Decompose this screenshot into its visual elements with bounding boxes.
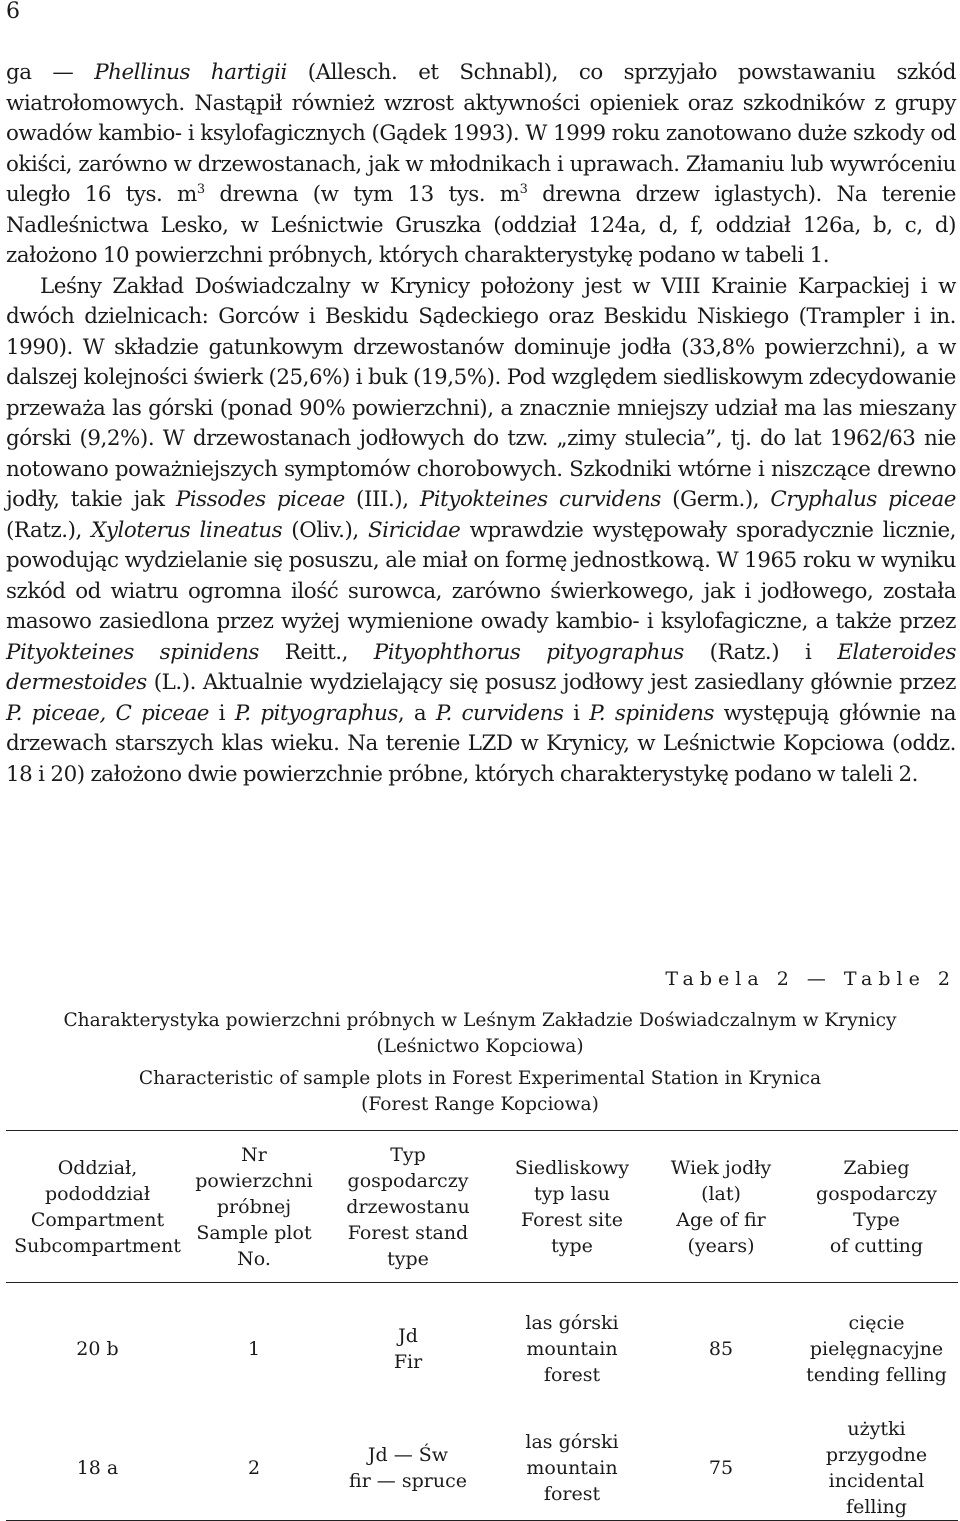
cell-line: Forest site <box>520 1208 624 1231</box>
cell-line: felling <box>846 1495 907 1518</box>
text-run: (Ratz.), <box>6 517 92 543</box>
cell-stand-type <box>319 1283 497 1416</box>
body-text <box>6 58 956 790</box>
cell-line: cięcie <box>848 1312 905 1335</box>
cell-line: powierzchni <box>195 1169 313 1192</box>
italic-text: Pissodes piceae <box>175 487 345 512</box>
text-run: drewna (w tym 13 tys. m <box>204 182 520 207</box>
italic-text: Pityokteines spinidens <box>6 639 259 665</box>
cell-line: Jd <box>398 1325 418 1348</box>
caption-en-line-1: Characteristic of sample plots in Forest Experimental Station in Krynica <box>138 1068 822 1089</box>
table-caption-polish <box>0 1008 960 1060</box>
cell-line: próbnej <box>216 1195 292 1218</box>
table-label: Tabela 2 — Table 2 <box>665 968 956 990</box>
cell-line: 1 <box>247 1338 261 1361</box>
text-run: (III.), <box>344 487 420 512</box>
cell-line: Oddział, <box>57 1156 138 1179</box>
text-run: Leśny Zakład Doświadczalny w Krynicy położony jest w VIII Krainie Karpackiej i w dwóch dzielnicach: Gorców i Beskidu Sądeckiego oraz Beskidu Niskiego (Trampler i in. 1990). W składzie gatunkowym drzewostanów dominuje jodła (33,8% powierzchni), a w dalszej kolejności świerk (25,6%) i buk (19,5%). Pod względem siedliskowym zdecydowanie przeważa las górski (ponad 90% powierzchni), a znacznie mniejszy udział ma las mieszany górski (9,2%). W drzewostanach jodłowych do tzw. „zimy stulecia”, tj. do lat 1962/63 nie notowano poważniejszych symptomów chorobowych. Szkodniki wtórne i niszczące drewno jodły, takie jak <box>6 273 956 512</box>
cell-plot-number <box>189 1416 319 1521</box>
cell-line: pododdział <box>44 1182 151 1205</box>
italic-text: P. piceae, C piceae <box>6 700 209 726</box>
cell-line: Nr <box>241 1143 267 1166</box>
cell-line: forest <box>543 1364 601 1387</box>
text-run: drewna drzew iglastych). Na terenie Nadleśnictwa Lesko, w Leśnictwie Gruszka (oddział 124a, d, f, oddział 126a, b, c, d) założono 10 powierzchni próbnych, których charakterystykę podano w tabeli 1. <box>6 182 956 268</box>
paragraph-1 <box>6 58 956 272</box>
paragraph-2 <box>6 272 956 791</box>
header-site-type <box>497 1131 647 1283</box>
cell-site-type <box>497 1416 647 1521</box>
caption-pl-line-2: (Leśnictwo Kopciowa) <box>376 1036 584 1057</box>
table-row <box>6 1283 958 1416</box>
text-run: występują głównie na drzewach starszych klas wieku. Na terenie LZD w Krynicy, w Leśnictwie Kopciowa (oddz. 18 i 20) założono dwie powierzchnie próbne, których charakterystykę podano w taleli 2. <box>6 700 956 787</box>
cell-line: drzewostanu <box>346 1195 470 1218</box>
cell-line: mountain <box>526 1338 618 1361</box>
cell-line: (years) <box>687 1234 755 1257</box>
superscript: 3 <box>196 182 205 197</box>
header-fir-age <box>647 1131 795 1283</box>
cell-line: użytki <box>847 1417 906 1440</box>
cell-line: 2 <box>247 1456 261 1479</box>
cell-compartment <box>6 1416 189 1521</box>
cell-line: No. <box>237 1247 271 1270</box>
superscript: 3 <box>519 182 528 197</box>
cell-fir-age <box>647 1283 795 1416</box>
text-run: (Germ.), <box>660 487 771 512</box>
cell-line: Compartment <box>30 1208 165 1231</box>
cell-line: Subcompartment <box>14 1234 181 1257</box>
cell-line: Type <box>853 1208 900 1231</box>
cell-site-type <box>497 1283 647 1416</box>
caption-pl-line-1: Charakterystyka powierzchni próbnych w Leśnym Zakładzie Doświadczalnym w Krynicy <box>63 1010 897 1031</box>
cell-line: Forest stand <box>347 1221 469 1244</box>
italic-text: Pityophthorus pityographus <box>373 639 684 665</box>
text-run: ga — <box>6 60 95 85</box>
cell-fir-age <box>647 1416 795 1521</box>
text-run: (Ratz.) i <box>683 639 838 665</box>
cell-line: 75 <box>708 1456 734 1479</box>
cell-line: type <box>551 1234 593 1257</box>
cell-cutting-type <box>795 1416 958 1521</box>
italic-text: P. spinidens <box>589 700 715 726</box>
header-stand-type <box>319 1131 497 1283</box>
cell-line: 85 <box>708 1338 734 1361</box>
sample-plots-table <box>6 1130 958 1521</box>
cell-line: mountain <box>526 1456 618 1479</box>
cell-line: Sample plot <box>196 1221 312 1244</box>
cell-line: (lat) <box>701 1182 741 1205</box>
text-run: i <box>563 700 590 726</box>
text-run: wprawdzie występowały sporadycznie licznie, powodując wydzielanie się posuszu, ale miał on formę jednostkową. W 1965 roku w wyniku szkód od wiatru ogromna ilość surowca, zarówno świerkowego, jak i jodłowego, została masowo zasiedlona przez wyżej wymienione owady kambio- i ksylofagiczne, a także przez <box>6 517 957 634</box>
cell-line: pielęgnacyjne <box>809 1338 944 1361</box>
table-row <box>6 1416 958 1521</box>
text-run: , a <box>397 700 436 726</box>
cell-line: Wiek jodły <box>670 1156 772 1179</box>
cell-line: las górski <box>525 1430 619 1453</box>
text-run: (Allesch. et Schnabl), co sprzyjało powstawaniu szkód wiatrołomowych. Nastąpił również wzrost aktywności opieniek oraz szkodników z grupy owadów kambio- i ksylofagicznych (Gądek 1993). W 1999 roku zanotowano duże szkody od okiści, zarówno w drzewostanach, jak w młodnikach i uprawach. Złamaniu lub wywróceniu uległo 16 tys. m <box>6 60 956 207</box>
page-number: 6 <box>6 0 20 24</box>
italic-text: Xyloterus lineatus <box>91 517 283 543</box>
cell-line: Typ <box>390 1143 426 1166</box>
table-header-row <box>6 1131 958 1283</box>
cell-plot-number <box>189 1283 319 1416</box>
table-caption-english <box>0 1066 960 1118</box>
cell-line: of cutting <box>829 1234 924 1257</box>
cell-line: 18 a <box>76 1456 119 1479</box>
text-run: i <box>208 700 235 726</box>
text-run: (L.). Aktualnie wydzielający się posusz jodłowy jest zasiedlany głównie przez <box>146 670 956 695</box>
italic-text: Elateroides dermestoides <box>6 639 956 695</box>
italic-text: Cryphalus piceae <box>770 487 956 512</box>
cell-line: incidental <box>828 1469 925 1492</box>
cell-line: Siedliskowy <box>514 1156 630 1179</box>
cell-line: typ lasu <box>534 1182 610 1205</box>
text-run: Reitt., <box>258 639 374 665</box>
header-cutting-type <box>795 1131 958 1283</box>
text-run: (Oliv.), <box>282 517 368 543</box>
cell-line: Jd — Św <box>367 1443 449 1466</box>
italic-text: Pityokteines curvidens <box>419 487 661 512</box>
cell-cutting-type <box>795 1283 958 1416</box>
italic-text: P. curvidens <box>435 700 564 726</box>
caption-en-line-2: (Forest Range Kopciowa) <box>361 1094 599 1115</box>
cell-line: Fir <box>393 1351 423 1374</box>
cell-line: gospodarczy <box>816 1182 937 1205</box>
cell-compartment <box>6 1283 189 1416</box>
cell-line: gospodarczy <box>347 1169 469 1192</box>
cell-line: Age of fir <box>676 1208 766 1231</box>
cell-line: forest <box>543 1482 601 1505</box>
header-compartment <box>6 1131 189 1283</box>
cell-line: las górski <box>525 1312 619 1335</box>
header-plot-number <box>189 1131 319 1283</box>
italic-text: Phellinus hartigii <box>94 60 287 85</box>
cell-line: type <box>387 1247 429 1270</box>
cell-line: przygodne <box>825 1443 928 1466</box>
cell-line: 20 b <box>76 1338 119 1361</box>
cell-line: Zabieg <box>843 1156 910 1179</box>
italic-text: Siricidae <box>367 517 461 543</box>
italic-text: P. pityographus <box>234 700 398 726</box>
cell-line: tending felling <box>806 1364 947 1387</box>
cell-stand-type <box>319 1416 497 1521</box>
cell-line: fir — spruce <box>349 1469 467 1492</box>
